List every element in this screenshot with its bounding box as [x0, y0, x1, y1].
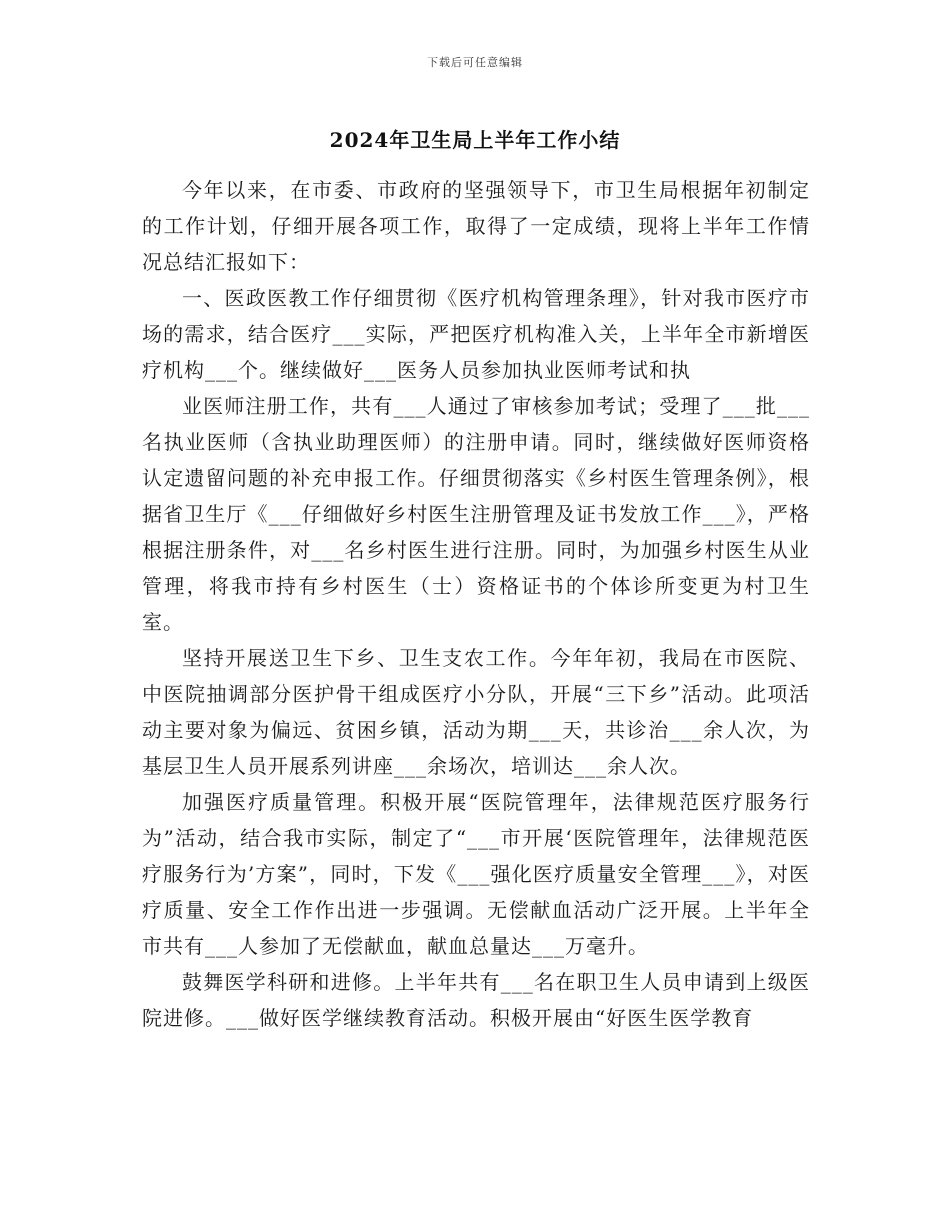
header-note: 下载后可任意编辑	[427, 56, 523, 69]
paragraph-physician-registration: 业医师注册工作，共有___人通过了审核参加考试；受理了___批___名执业医师（含执业助理医师）的注册申请。同时，继续做好医师资格认定遗留问题的补充申报工作。仔细贯彻落实《乡村医生管理条例》，根据省卫生厅《___仔细做好乡村医生注册管理及证书发放工作___》，严格根据注册条件，对___名乡村医生进行注册。同时，为加强乡村医生从业管理，将我市持有乡村医生（士）资格证书的个体诊所变更为村卫生室。	[142, 394, 810, 634]
document-title: 2024年卫生局上半年工作小结	[329, 128, 621, 152]
document-body	[142, 172, 810, 1036]
paragraph-rural-health: 坚持开展送卫生下乡、卫生支农工作。今年年初，我局在市医院、中医院抽调部分医护骨干组成医疗小分队，开展“三下乡”活动。此项活动主要对象为偏远、贫困乡镇，活动为期___天，共诊治___余人次，为基层卫生人员开展系列讲座___余场次，培训达___余人次。	[142, 646, 810, 778]
paragraph-intro: 今年以来，在市委、市政府的坚强领导下，市卫生局根据年初制定的工作计划，仔细开展各项工作，取得了一定成绩，现将上半年工作情况总结汇报如下：	[142, 178, 810, 274]
paragraph-quality-management: 加强医疗质量管理。积极开展“医院管理年，法律规范医疗服务行为”活动，结合我市实际，制定了“___市开展‘医院管理年，法律规范医疗服务行为’方案”，同时，下发《___强化医疗质量安全管理___》，对医疗质量、安全工作作出进一步强调。无偿献血活动广泛开展。上半年全市共有___人参加了无偿献血，献血总量达___万毫升。	[142, 790, 810, 958]
paragraph-research-training: 鼓舞医学科研和进修。上半年共有___名在职卫生人员申请到上级医院进修。___做好医学继续教育活动。积极开展由“好医生医学教育	[142, 970, 810, 1030]
paragraph-medical-admin: 一、医政医教工作仔细贯彻《医疗机构管理条理》，针对我市医疗市场的需求，结合医疗___实际，严把医疗机构准入关，上半年全市新增医疗机构___个。继续做好___医务人员参加执业医师考试和执	[142, 286, 810, 382]
